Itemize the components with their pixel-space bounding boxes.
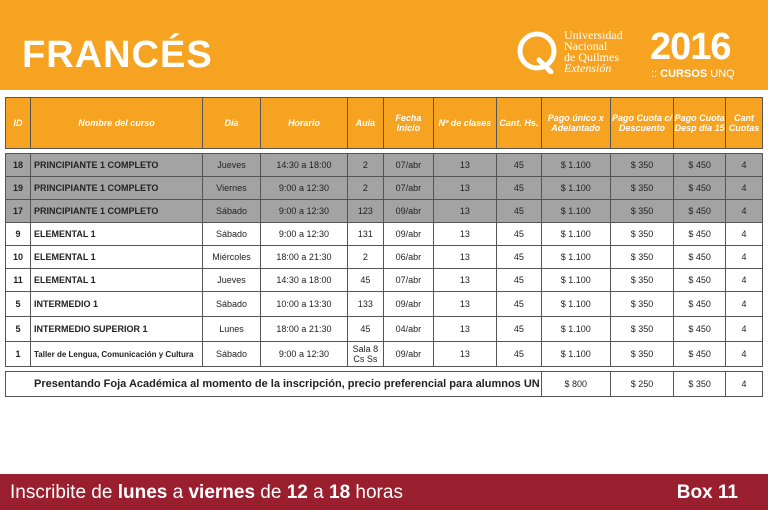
table-cell: 13 xyxy=(433,269,496,292)
column-header: Nombre del curso xyxy=(30,98,202,149)
table-row xyxy=(6,317,763,342)
course-name-cell: PRINCIPIANTE 1 COMPLETO xyxy=(30,200,202,223)
table-cell: 9:00 a 12:30 xyxy=(260,200,347,223)
box-label: Box 11 xyxy=(676,482,738,503)
table-cell: 1 xyxy=(6,342,31,367)
table-cell: 4 xyxy=(725,342,762,367)
column-header: Pago único x Adelantado xyxy=(541,98,610,149)
table-cell: $ 350 xyxy=(610,177,674,200)
table-cell: 11 xyxy=(6,269,31,292)
course-name-cell: PRINCIPIANTE 1 COMPLETO xyxy=(30,154,202,177)
table-cell: 07/abr xyxy=(383,154,433,177)
footer-banner xyxy=(0,474,768,510)
table-row xyxy=(6,246,763,269)
table-header-row xyxy=(6,98,763,149)
table-cell: $ 800 xyxy=(541,372,610,397)
table-cell: $ 450 xyxy=(674,292,726,317)
table-cell: 09/abr xyxy=(383,223,433,246)
table-cell: $ 1.100 xyxy=(541,177,610,200)
table-cell: $ 250 xyxy=(610,372,674,397)
table-cell: 5 xyxy=(6,317,31,342)
table-cell: $ 350 xyxy=(610,342,674,367)
cursos-unq-label: :: CURSOS UNQ xyxy=(651,68,735,80)
table-cell: Sábado xyxy=(202,223,260,246)
table-cell: 17 xyxy=(6,200,31,223)
table-cell: Sala 8 Cs Ss xyxy=(347,342,383,367)
table-cell: 123 xyxy=(347,200,383,223)
table-cell: 18 xyxy=(6,154,31,177)
table-row xyxy=(6,177,763,200)
table-row xyxy=(6,342,763,367)
table-cell: 4 xyxy=(725,372,762,397)
table-cell: 131 xyxy=(347,223,383,246)
table-cell: Jueves xyxy=(202,269,260,292)
table-row xyxy=(6,154,763,177)
table-cell: $ 1.100 xyxy=(541,223,610,246)
page-title: FRANCÉS xyxy=(22,34,213,76)
table-cell: 45 xyxy=(496,177,541,200)
table-cell: $ 1.100 xyxy=(541,200,610,223)
column-header: Cant. Hs. xyxy=(496,98,541,149)
table-cell: $ 1.100 xyxy=(541,317,610,342)
table-cell: 4 xyxy=(725,269,762,292)
university-name: Universidad Nacional de Quilmes Extensión xyxy=(564,28,623,75)
table-cell: 4 xyxy=(725,177,762,200)
table-cell: $ 450 xyxy=(674,317,726,342)
footer-schedule-text: Inscribite de lunes a viernes de 12 a 18 horas xyxy=(10,482,403,503)
preferential-price-note: Presentando Foja Académica al momento de la inscripción, precio preferencial para alumnos UN xyxy=(6,372,542,397)
table-cell: 45 xyxy=(496,246,541,269)
table-cell: 13 xyxy=(433,317,496,342)
table-row xyxy=(6,200,763,223)
table-cell: $ 350 xyxy=(674,372,726,397)
column-header: Día xyxy=(202,98,260,149)
table-cell: 9:00 a 12:30 xyxy=(260,342,347,367)
table-row xyxy=(6,269,763,292)
table-cell: $ 450 xyxy=(674,223,726,246)
table-cell: 4 xyxy=(725,223,762,246)
table-cell: 45 xyxy=(496,342,541,367)
table-cell: $ 350 xyxy=(610,246,674,269)
preferential-price-row xyxy=(6,372,763,397)
table-cell: Miércoles xyxy=(202,246,260,269)
table-cell: 14:30 a 18:00 xyxy=(260,269,347,292)
table-cell: 45 xyxy=(496,154,541,177)
course-name-cell: ELEMENTAL 1 xyxy=(30,223,202,246)
table-cell: $ 1.100 xyxy=(541,246,610,269)
table-cell: 13 xyxy=(433,177,496,200)
column-header: ID xyxy=(6,98,31,149)
table-cell: $ 350 xyxy=(610,223,674,246)
table-cell: $ 450 xyxy=(674,154,726,177)
table-cell: 13 xyxy=(433,154,496,177)
table-cell: 09/abr xyxy=(383,342,433,367)
table-cell: 9:00 a 12:30 xyxy=(260,177,347,200)
table-cell: 13 xyxy=(433,246,496,269)
table-cell: $ 450 xyxy=(674,342,726,367)
table-cell: 4 xyxy=(725,317,762,342)
year-label: 2016 xyxy=(650,26,731,68)
course-name-cell: Taller de Lengua, Comunicación y Cultura xyxy=(30,342,202,367)
table-cell: 07/abr xyxy=(383,269,433,292)
table-cell: 09/abr xyxy=(383,292,433,317)
column-header: Cant Cuotas xyxy=(725,98,762,149)
table-row xyxy=(6,223,763,246)
table-cell: 04/abr xyxy=(383,317,433,342)
header-banner xyxy=(0,0,768,90)
table-cell: Jueves xyxy=(202,154,260,177)
table-cell: 9 xyxy=(6,223,31,246)
table-cell: $ 1.100 xyxy=(541,292,610,317)
table-cell: $ 450 xyxy=(674,200,726,223)
course-name-cell: PRINCIPIANTE 1 COMPLETO xyxy=(30,177,202,200)
column-header: Fecha Inicio xyxy=(383,98,433,149)
table-cell: 4 xyxy=(725,154,762,177)
table-cell: 133 xyxy=(347,292,383,317)
table-row xyxy=(6,292,763,317)
table-cell: $ 350 xyxy=(610,292,674,317)
table-cell: 18:00 a 21:30 xyxy=(260,246,347,269)
table-cell: 2 xyxy=(347,154,383,177)
table-cell: 45 xyxy=(347,269,383,292)
table-cell: 13 xyxy=(433,223,496,246)
table-cell: $ 1.100 xyxy=(541,342,610,367)
table-cell: 2 xyxy=(347,177,383,200)
course-name-cell: INTERMEDIO 1 xyxy=(30,292,202,317)
table-cell: $ 350 xyxy=(610,154,674,177)
table-cell: $ 350 xyxy=(610,317,674,342)
table-cell: Sábado xyxy=(202,292,260,317)
table-cell: Sábado xyxy=(202,200,260,223)
table-cell: 07/abr xyxy=(383,177,433,200)
table-cell: $ 1.100 xyxy=(541,269,610,292)
table-cell: 13 xyxy=(433,200,496,223)
table-cell: 10:00 a 13:30 xyxy=(260,292,347,317)
table-cell: 13 xyxy=(433,342,496,367)
table-cell: Sábado xyxy=(202,342,260,367)
table-cell: 4 xyxy=(725,246,762,269)
column-header: Pago Cuota c/ Descuento xyxy=(610,98,674,149)
table-cell: $ 450 xyxy=(674,269,726,292)
table-cell: 45 xyxy=(496,200,541,223)
column-header: Aula xyxy=(347,98,383,149)
table-cell: 45 xyxy=(496,317,541,342)
table-cell: $ 350 xyxy=(610,200,674,223)
table-cell: 45 xyxy=(496,269,541,292)
table-cell: 14:30 a 18:00 xyxy=(260,154,347,177)
table-cell: 9:00 a 12:30 xyxy=(260,223,347,246)
table-cell: $ 350 xyxy=(610,269,674,292)
table-cell: 09/abr xyxy=(383,200,433,223)
table-cell: 45 xyxy=(496,292,541,317)
table-cell: 06/abr xyxy=(383,246,433,269)
table-cell: 45 xyxy=(496,223,541,246)
table-cell: 5 xyxy=(6,292,31,317)
table-cell: $ 450 xyxy=(674,177,726,200)
table-cell: Lunes xyxy=(202,317,260,342)
table-cell: $ 1.100 xyxy=(541,154,610,177)
column-header: Horario xyxy=(260,98,347,149)
table-cell: 45 xyxy=(347,317,383,342)
table-cell: 13 xyxy=(433,292,496,317)
table-cell: $ 450 xyxy=(674,246,726,269)
course-name-cell: INTERMEDIO SUPERIOR 1 xyxy=(30,317,202,342)
table-cell: 18:00 a 21:30 xyxy=(260,317,347,342)
table-cell: Viernes xyxy=(202,177,260,200)
courses-table xyxy=(5,97,763,397)
table-cell: 10 xyxy=(6,246,31,269)
course-name-cell: ELEMENTAL 1 xyxy=(30,246,202,269)
column-header: Nº de clases xyxy=(433,98,496,149)
column-header: Pago Cuota Desp día 15 xyxy=(674,98,726,149)
table-cell: 2 xyxy=(347,246,383,269)
unq-logo-icon xyxy=(517,30,559,74)
table-cell: 19 xyxy=(6,177,31,200)
table-cell: 4 xyxy=(725,292,762,317)
course-name-cell: ELEMENTAL 1 xyxy=(30,269,202,292)
table-cell: 4 xyxy=(725,200,762,223)
